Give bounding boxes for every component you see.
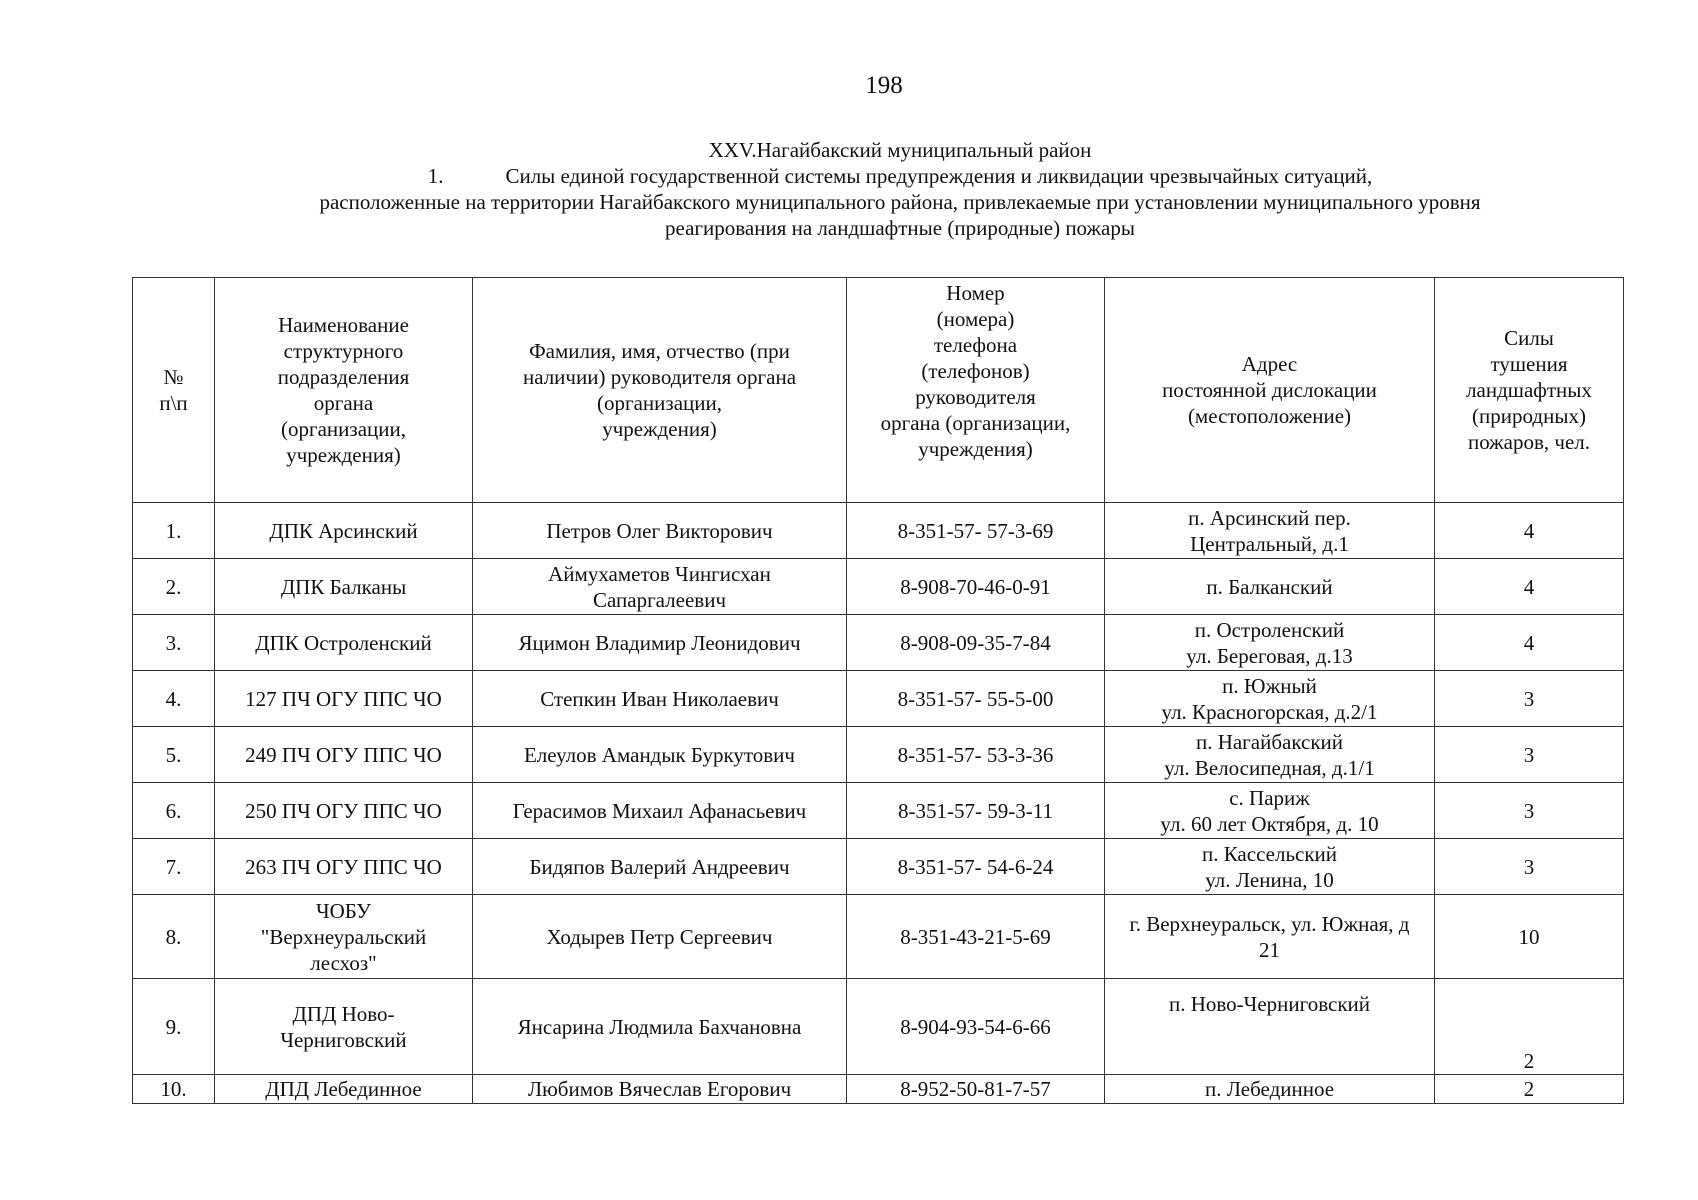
table-row [133, 839, 1624, 895]
heading-section-number: 1. [427, 164, 444, 188]
row-number: 10. [133, 1075, 215, 1104]
cell-line: Адрес [1241, 352, 1298, 376]
cell-line: 250 ПЧ ОГУ ППС ЧО [245, 798, 442, 823]
header-row [133, 278, 1624, 503]
cell-line: 127 ПЧ ОГУ ППС ЧО [245, 686, 442, 711]
row-head [473, 895, 847, 979]
forces-table [132, 277, 1624, 1104]
row-number: 3. [133, 615, 215, 671]
table-row [133, 727, 1624, 783]
cell-line: ул. Красногорская, д.2/1 [1161, 699, 1378, 724]
cell-line: Сапаргалеевич [592, 587, 727, 612]
row-address [1105, 559, 1435, 615]
row-address [1105, 503, 1435, 559]
cell-line: 263 ПЧ ОГУ ППС ЧО [245, 854, 442, 879]
row-head [473, 671, 847, 727]
cell-line: ДПД Лебединное [265, 1077, 422, 1101]
row-unit [215, 895, 473, 979]
cell-line: ул. 60 лет Октября, д. 10 [1160, 811, 1379, 836]
cell-line: структурного [283, 339, 404, 363]
row-unit [215, 503, 473, 559]
cell-line: Яцимон Владимир Леонидович [518, 630, 801, 655]
cell-line: ДПД Ново- [292, 1001, 395, 1026]
heading-line-4: реагирования на ландшафтные (природные) пожары [665, 216, 1135, 240]
row-phone: 8-952-50-81-7-57 [847, 1075, 1105, 1104]
cell-line: п\п [159, 391, 188, 415]
row-address [1105, 895, 1435, 979]
cell-line: Черниговский [280, 1027, 407, 1052]
row-head [473, 559, 847, 615]
cell-line: Янсарина Людмила Бахчановна [517, 1014, 802, 1039]
row-number: 6. [133, 783, 215, 839]
row-phone: 8-908-70-46-0-91 [847, 559, 1105, 615]
row-forces: 3 [1435, 839, 1624, 895]
heading-line-2 [150, 163, 1650, 189]
cell-line: тушения [1490, 352, 1568, 376]
header-head-name [473, 278, 847, 503]
table-row [133, 783, 1624, 839]
row-head [473, 839, 847, 895]
cell-line: п. Нагайбакский [1195, 729, 1344, 754]
cell-line: п. Южный [1222, 673, 1317, 698]
cell-line: ул. Ленина, 10 [1205, 867, 1334, 892]
row-number: 8. [133, 895, 215, 979]
row-unit [215, 615, 473, 671]
cell-line: пожаров, чел. [1467, 430, 1591, 454]
row-head [473, 727, 847, 783]
cell-line: ЧОБУ [315, 898, 371, 923]
cell-line: Степкин Иван Николаевич [540, 686, 779, 711]
row-phone: 8-351-43-21-5-69 [847, 895, 1105, 979]
row-forces: 10 [1435, 895, 1624, 979]
row-address [1105, 727, 1435, 783]
row-phone: 8-351-57- 53-3-36 [847, 727, 1105, 783]
header-address [1105, 278, 1435, 503]
cell-line: ул. Береговая, д.13 [1186, 643, 1353, 668]
row-head [473, 979, 847, 1075]
table-row [133, 503, 1624, 559]
header-number [133, 278, 215, 503]
cell-line: органа (организации, [880, 411, 1071, 435]
cell-line: учреждения) [918, 437, 1033, 461]
cell-line: г. Верхнеуральск, ул. Южная, д [1129, 911, 1410, 936]
row-unit [215, 671, 473, 727]
cell-line: Номер [946, 281, 1005, 305]
row-unit [215, 727, 473, 783]
cell-line: с. Париж [1229, 785, 1310, 810]
row-unit [215, 559, 473, 615]
table-header [133, 278, 1624, 503]
table-row [133, 979, 1624, 1075]
row-forces: 3 [1435, 783, 1624, 839]
row-head [473, 615, 847, 671]
cell-line: ландшафтных [1466, 378, 1592, 402]
row-address [1105, 783, 1435, 839]
row-number: 7. [133, 839, 215, 895]
header-unit-name [215, 278, 473, 503]
table-body [133, 503, 1624, 1104]
cell-line: наличии) руководителя органа [522, 365, 797, 389]
cell-line: Бидяпов Валерий Андреевич [529, 854, 790, 879]
table-row [133, 615, 1624, 671]
cell-line: ДПК Балканы [280, 574, 407, 599]
cell-line: п. Лебединное [1204, 1077, 1335, 1101]
header-forces [1435, 278, 1624, 503]
cell-line: ул. Велосипедная, д.1/1 [1164, 755, 1375, 780]
table-row [133, 1075, 1624, 1104]
row-forces: 4 [1435, 503, 1624, 559]
cell-line: п. Ново-Черниговский [1169, 992, 1370, 1016]
cell-line: "Верхнеуральский [260, 924, 427, 949]
row-phone: 8-908-09-35-7-84 [847, 615, 1105, 671]
row-forces: 4 [1435, 615, 1624, 671]
cell-line: Петров Олег Викторович [546, 518, 773, 543]
cell-line: постоянной дислокации [1162, 378, 1377, 402]
row-number: 9. [133, 979, 215, 1075]
cell-line: (организации, [281, 417, 406, 441]
cell-line: учреждения) [602, 417, 717, 441]
cell-line: п. Балканский [1206, 574, 1333, 599]
row-address [1105, 615, 1435, 671]
cell-line: № [163, 365, 184, 389]
table-row [133, 671, 1624, 727]
row-forces: 2 [1435, 979, 1624, 1075]
cell-line: руководителя [915, 385, 1036, 409]
row-head [473, 783, 847, 839]
row-phone: 8-351-57- 57-3-69 [847, 503, 1105, 559]
cell-line: Наименование [278, 313, 409, 337]
cell-line: Фамилия, имя, отчество (при [529, 339, 790, 363]
row-unit [215, 979, 473, 1075]
row-unit [215, 783, 473, 839]
row-head [473, 503, 847, 559]
heading-section-text: Силы единой государственной системы предупреждения и ликвидации чрезвычайных ситуаций, [505, 164, 1373, 188]
cell-line: учреждения) [286, 443, 401, 467]
cell-line: (местоположение) [1187, 404, 1352, 428]
cell-line: 21 [1259, 937, 1280, 962]
cell-line: Силы [1504, 326, 1554, 350]
row-unit [215, 1075, 473, 1104]
row-unit [215, 839, 473, 895]
row-address [1105, 839, 1435, 895]
row-forces: 3 [1435, 727, 1624, 783]
row-phone: 8-904-93-54-6-66 [847, 979, 1105, 1075]
cell-line: (номера) [936, 307, 1015, 331]
cell-line: Ходырев Петр Сергеевич [546, 924, 773, 949]
cell-line: Герасимов Михаил Афанасьевич [512, 798, 807, 823]
document-heading [150, 137, 1650, 241]
row-forces: 3 [1435, 671, 1624, 727]
cell-line: ДПК Остроленский [255, 630, 432, 655]
cell-line: п. Арсинский пер. [1188, 505, 1351, 530]
table-row [133, 895, 1624, 979]
row-address [1105, 979, 1435, 1075]
header-phone [847, 278, 1105, 503]
cell-line: Елеулов Амандык Буркутович [523, 742, 795, 767]
heading-line-1: XXV.Нагайбакский муниципальный район [708, 138, 1092, 162]
heading-line-3: расположенные на территории Нагайбакского муниципального района, привлекаемые при установлении муниципального уровня [319, 190, 1481, 214]
cell-line: Любимов Вячеслав Егорович [527, 1077, 792, 1101]
page-number: 198 [865, 72, 903, 99]
cell-line: Аймухаметов Чингисхан [548, 561, 771, 586]
cell-line: ДПК Арсинский [269, 518, 418, 543]
row-number: 2. [133, 559, 215, 615]
cell-line: подразделения [277, 365, 410, 389]
cell-line: лесхоз" [310, 950, 377, 975]
row-forces: 4 [1435, 559, 1624, 615]
row-address [1105, 671, 1435, 727]
cell-line: телефона [933, 333, 1018, 357]
cell-line: Центральный, д.1 [1190, 531, 1349, 556]
row-address [1105, 1075, 1435, 1104]
row-number: 4. [133, 671, 215, 727]
row-phone: 8-351-57- 54-6-24 [847, 839, 1105, 895]
cell-line: (организации, [597, 391, 722, 415]
row-forces: 2 [1435, 1075, 1624, 1104]
table-row [133, 559, 1624, 615]
cell-line: 249 ПЧ ОГУ ППС ЧО [245, 742, 442, 767]
cell-line: (природных) [1472, 404, 1586, 428]
cell-line: п. Кассельский [1201, 841, 1338, 866]
cell-line: п. Остроленский [1194, 617, 1345, 642]
row-phone: 8-351-57- 59-3-11 [847, 783, 1105, 839]
row-phone: 8-351-57- 55-5-00 [847, 671, 1105, 727]
row-head [473, 1075, 847, 1104]
row-number: 5. [133, 727, 215, 783]
cell-line: (телефонов) [921, 359, 1030, 383]
row-number: 1. [133, 503, 215, 559]
cell-line: органа [313, 391, 374, 415]
